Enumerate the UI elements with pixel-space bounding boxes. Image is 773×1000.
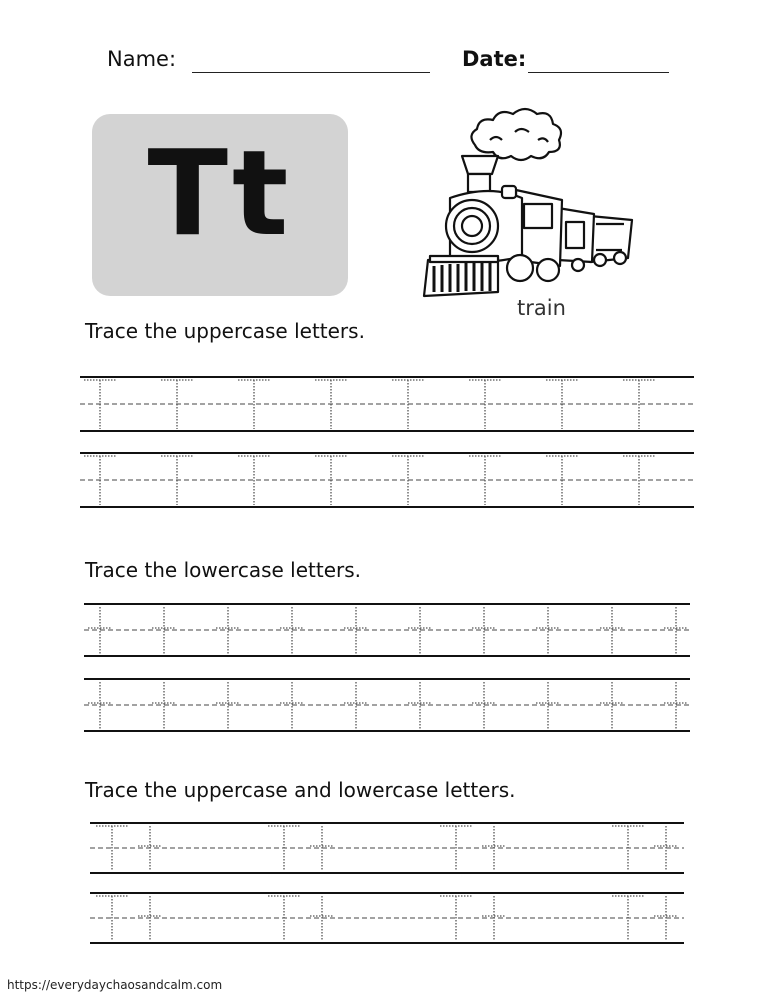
footer-url: https://everydaychaosandcalm.com [7, 978, 223, 992]
name-label: Name: [107, 47, 177, 71]
lowercase-tracing-row-1[interactable] [84, 603, 690, 657]
train-icon [420, 100, 635, 300]
date-field[interactable] [528, 72, 669, 73]
name-field[interactable] [192, 72, 430, 73]
mixed-tracing-row-1[interactable] [90, 822, 684, 874]
picture-caption: train [517, 296, 566, 320]
instruction-lowercase: Trace the lowercase letters. [85, 558, 362, 582]
instruction-mixed: Trace the uppercase and lowercase letters. [85, 778, 516, 802]
letter-card [92, 114, 348, 296]
uppercase-tracing-row-2[interactable] [80, 452, 694, 508]
mixed-tracing-row-2[interactable] [90, 892, 684, 944]
lowercase-tracing-row-2[interactable] [84, 678, 690, 732]
date-label: Date: [462, 47, 527, 71]
featured-letters: Tt [147, 124, 293, 262]
uppercase-tracing-row-1[interactable] [80, 376, 694, 432]
instruction-uppercase: Trace the uppercase letters. [85, 319, 365, 343]
